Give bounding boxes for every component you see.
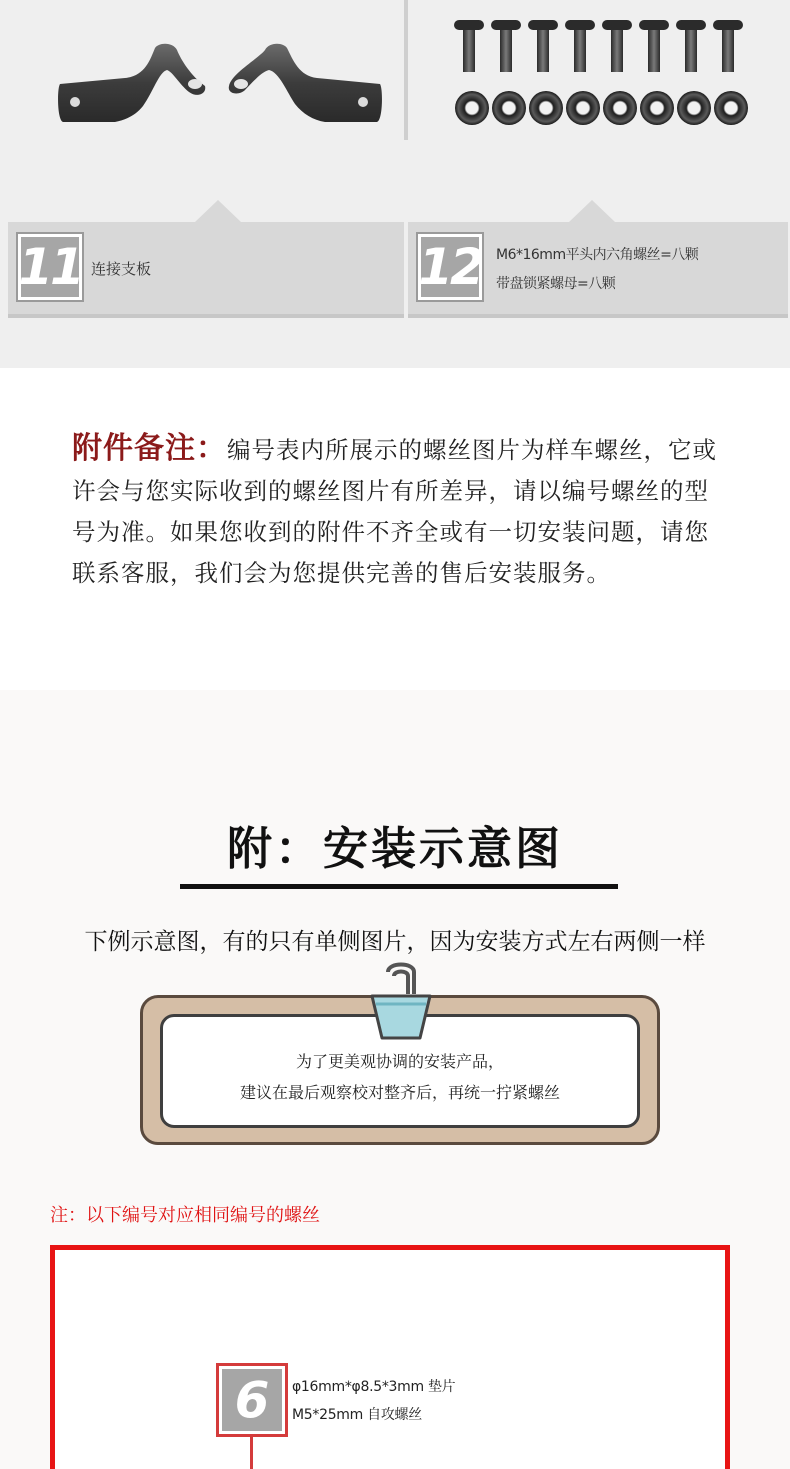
callout-line: φ16mm*φ8.5*3mm 垫片 [292, 1379, 456, 1395]
part-number-badge [418, 234, 482, 300]
tip-line: 建议在最后观察校对整齐后，再统一拧紧螺丝 [239, 1083, 560, 1102]
callout-description [292, 1373, 455, 1429]
part-description [91, 255, 151, 284]
part-description-line: M6*16mm平头内六角螺丝=八颗 [496, 247, 699, 263]
screws-nuts-photo [452, 18, 756, 130]
part-number: 12 [418, 238, 482, 296]
install-subtitle: 下例示意图，有的只有单侧图片，因为安装方式左右两侧一样 [84, 929, 706, 955]
note-text [72, 428, 722, 594]
accessory-note [0, 368, 790, 690]
callout-line: M5*25mm 自攻螺丝 [292, 1407, 422, 1423]
tip-line: 为了更美观协调的安装产品， [295, 1052, 504, 1071]
callout-leader-line [250, 1437, 253, 1469]
part-number: 11 [18, 238, 82, 296]
panel-divider [404, 0, 408, 140]
part-description-line: 连接支板 [91, 260, 152, 278]
numbering-note: 注：以下编号对应相同编号的螺丝 [50, 1205, 320, 1226]
diagram-frame [50, 1245, 730, 1469]
parts-panel [0, 0, 790, 368]
part-description-line: 带盘锁紧螺母=八颗 [496, 276, 616, 292]
binder-clip-icon [366, 962, 436, 1042]
label-pointer [194, 200, 242, 223]
callout-number: 6 [234, 1371, 270, 1429]
note-body: 编号表内所展示的螺丝图片为样车螺丝，它或许会与您实际收到的螺丝图片有所差异，请以编号螺丝的型号为准。如果您收到的附件不齐全或有一切安装问题，请您联系客服，我们会为您提供完善的售后安装服务。 [72, 436, 717, 587]
callout-number-badge [219, 1366, 285, 1434]
label-pointer [568, 200, 616, 223]
part-description [496, 241, 698, 299]
bracket-photo [55, 40, 385, 130]
install-title: 附：安装示意图 [226, 822, 563, 875]
title-underline [180, 884, 618, 889]
note-lead: 附件备注： [72, 431, 227, 466]
part-number-badge [18, 234, 82, 300]
